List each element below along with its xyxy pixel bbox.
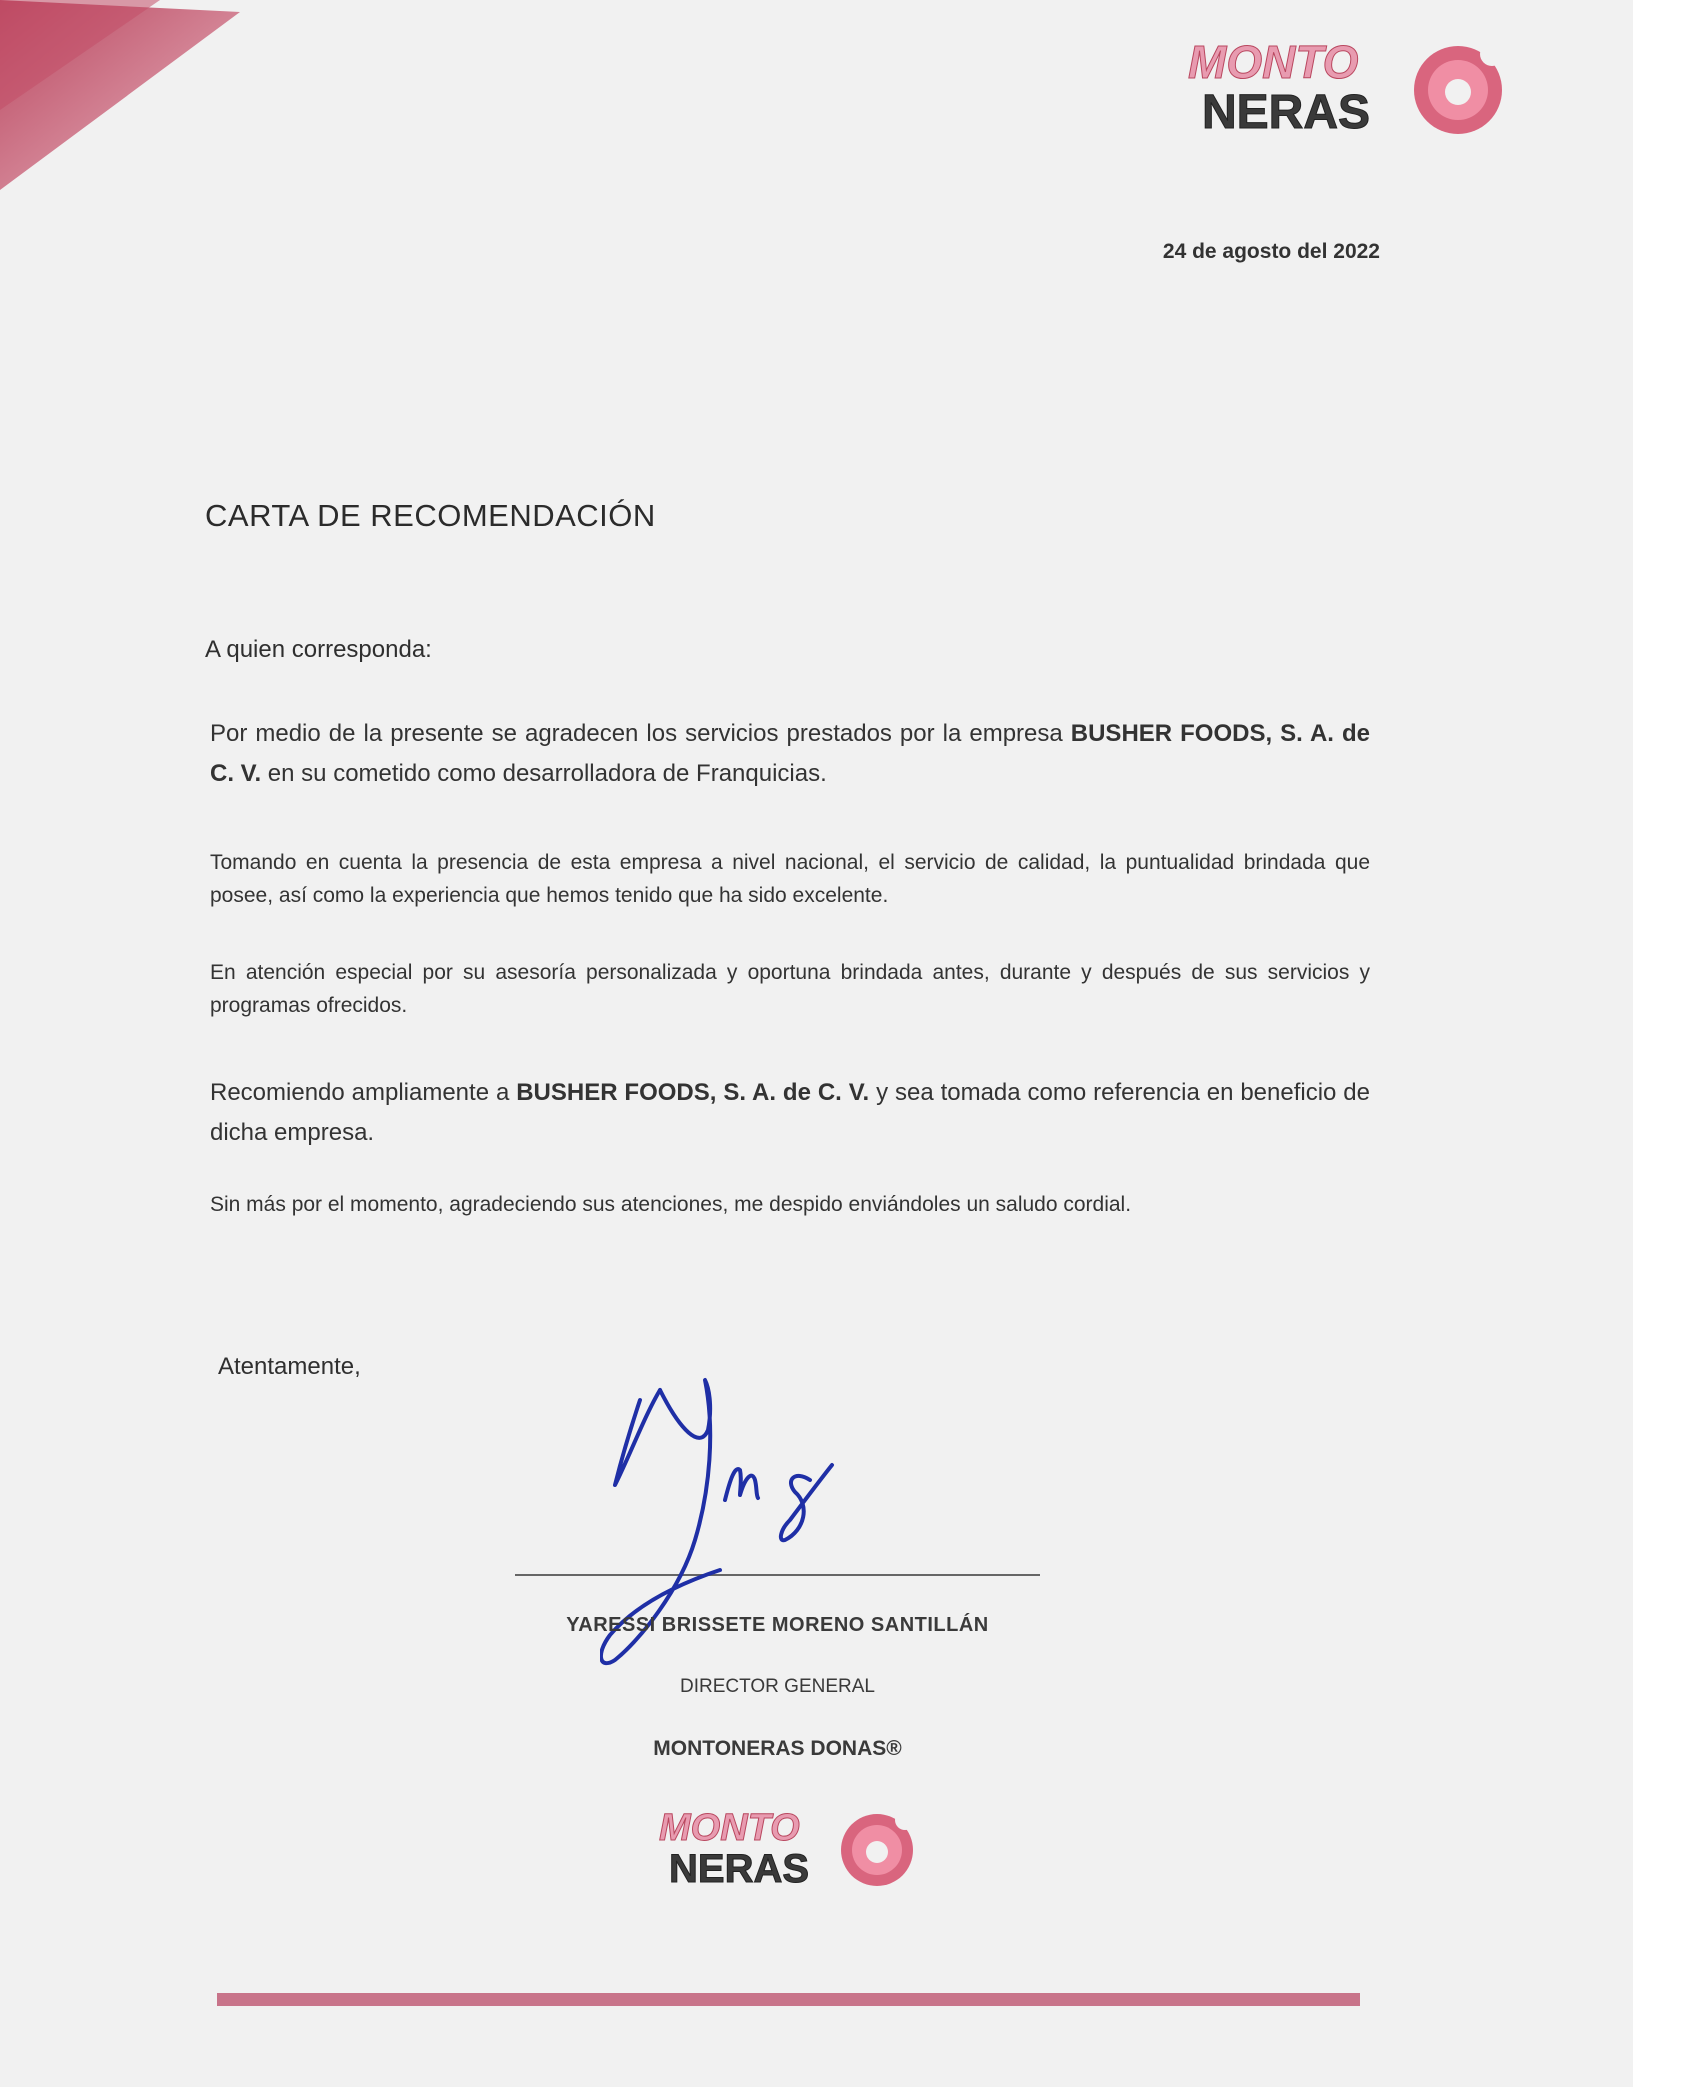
montoneras-logo [1180,30,1520,140]
paragraph-recommendation [210,1073,1370,1153]
logo-word-bottom: NERAS [1202,86,1371,139]
paragraph-attention: En atención especial por su asesoría personalizada y oportuna brindada antes, durante y después de sus servicios y programas ofrecidos. [210,961,1370,1017]
company-name: BUSHER FOODS, S. A. de C. V. [210,720,1371,787]
signer-role: DIRECTOR GENERAL [680,1676,875,1697]
paragraph-farewell: Sin más por el momento, agradeciendo sus atenciones, me despido enviándoles un saludo cordial. [210,1193,1132,1216]
company-name: BUSHER FOODS, S. A. de C. V. [516,1079,870,1106]
paragraph-presence: Tomando en cuenta la presencia de esta empresa a nivel nacional, el servicio de calidad, la puntualidad brindada que posee, así como la experiencia que hemos tenido que ha sido excelente. [210,851,1370,907]
paragraph-text: Recomiendo ampliamente a [210,1079,517,1106]
paragraph-text: en su cometido como desarrolladora de Franquicias. [261,760,827,787]
paragraph-thanks [210,714,1370,794]
logo-word-top: MONTO [1188,36,1359,88]
montoneras-logo-bottom [655,1800,925,1892]
donut-icon [1414,42,1504,134]
paragraph-text: y sea tomada como referencia en beneficio de dicha empresa. [210,1079,1370,1146]
logo-word-top: MONTO [659,1807,800,1849]
logo-word-bottom: NERAS [669,1847,810,1891]
letter-date: 24 de agosto del 2022 [1162,240,1380,263]
corner-decoration [0,0,240,200]
salutation: A quien corresponda: [205,636,432,663]
letter-title: CARTA DE RECOMENDACIÓN [205,498,656,533]
paragraph-text: Por medio de la presente se agradecen los servicios prestados por la empresa [210,720,1071,747]
signer-company: MONTONERAS DONAS® [653,1737,902,1760]
donut-icon [841,1810,915,1886]
signer-name: YARESSI BRISSETE MORENO SANTILLÁN [566,1614,989,1636]
closing: Atentamente, [218,1353,361,1380]
footer-bar [217,1993,1360,2006]
